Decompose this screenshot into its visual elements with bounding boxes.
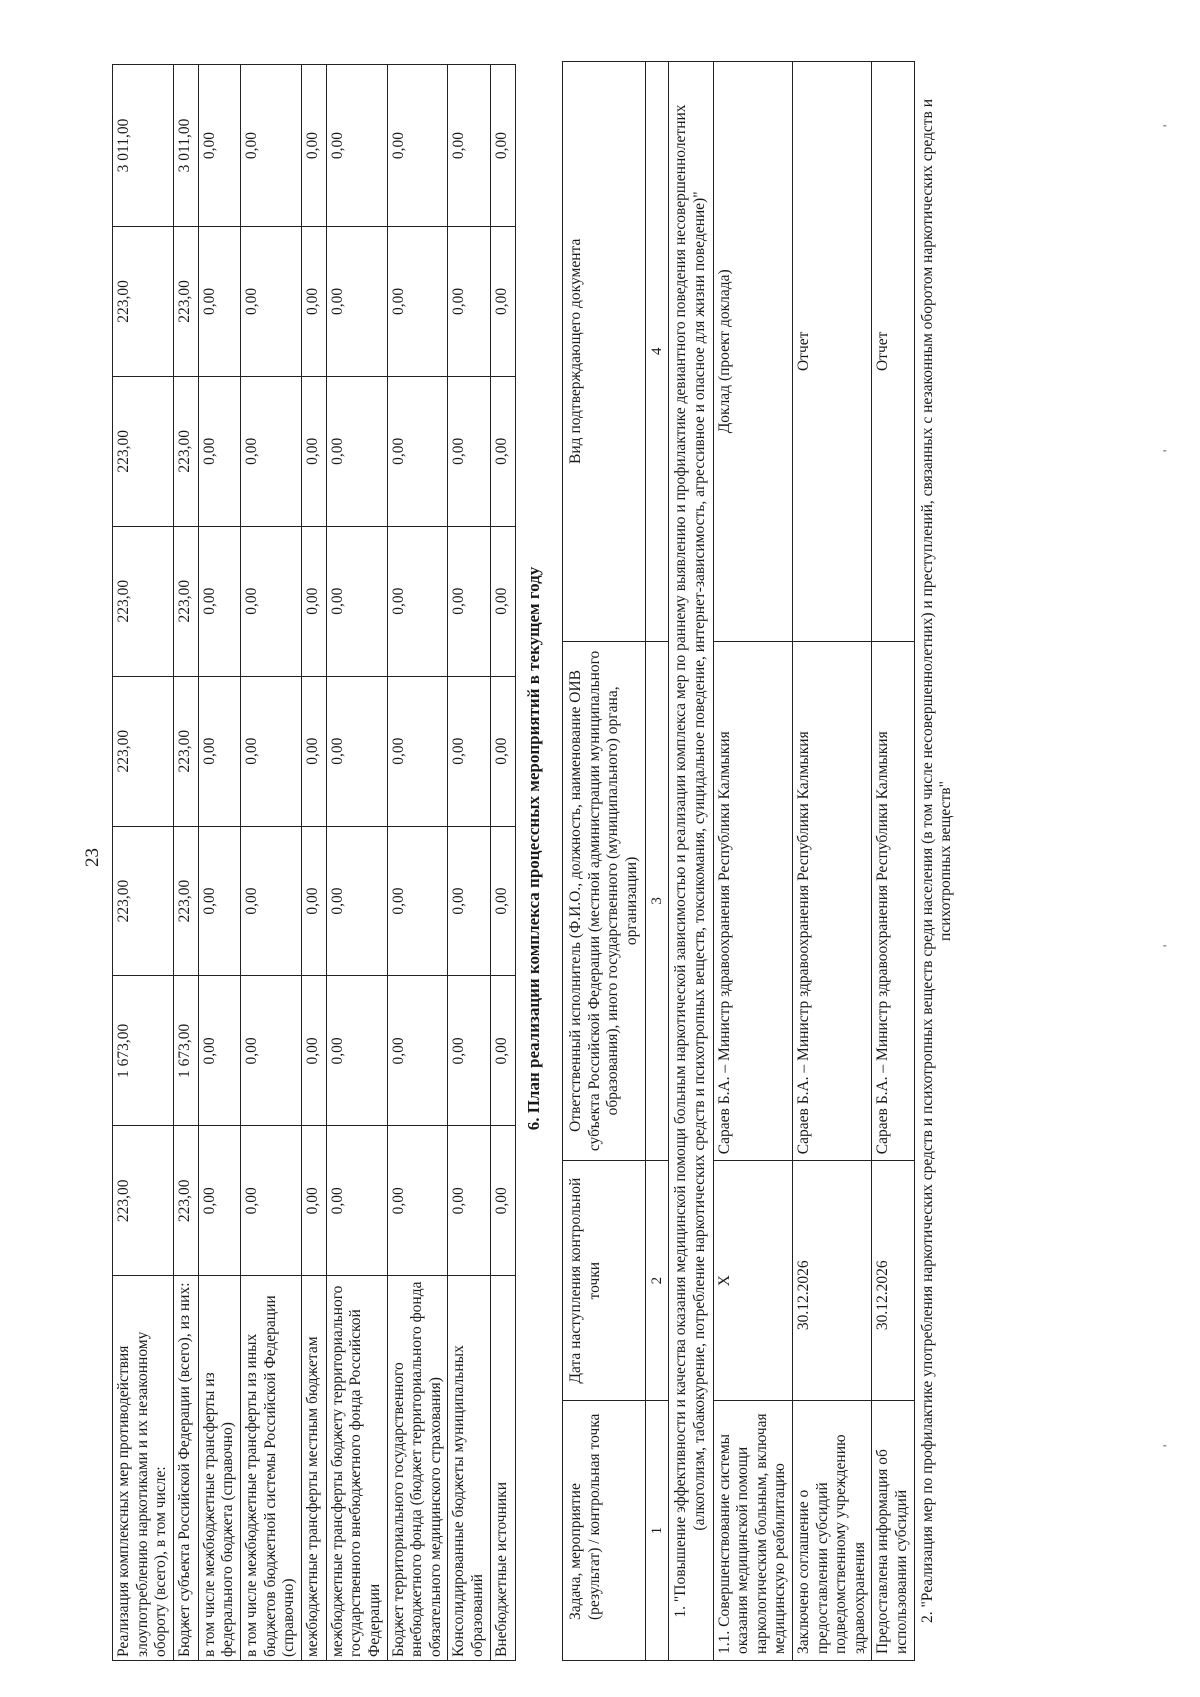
scan-speck: ' [1160, 449, 1175, 452]
row-item: Заключено соглашение о предоставлении субсидий подведомственному учреждению здравоохранения [792, 1401, 871, 1661]
funding-value: 0,00 [240, 376, 301, 526]
funding-value: 0,00 [301, 526, 326, 676]
funding-value: 0,00 [490, 65, 515, 227]
funding-value: 3 011,00 [173, 65, 198, 227]
funding-value: 0,00 [387, 65, 448, 227]
funding-value: 0,00 [301, 376, 326, 526]
column-number: 1 [646, 1401, 669, 1661]
task-2-text: 2. "Реализация мер по профилактике употребления наркотических средств и психотропных веществ среди населения (в том числе несовершеннолетних) и преступлений, связанных с незаконным оборотом наркотических средств и психотропных веществ" [918, 98, 955, 1624]
funding-value: 223,00 [113, 227, 174, 377]
scan-speck: ' [1160, 1444, 1175, 1447]
funding-value: 0,00 [490, 976, 515, 1126]
funding-value: 0,00 [198, 526, 240, 676]
column-number-row [646, 62, 669, 1661]
funding-value: 0,00 [448, 1126, 490, 1276]
funding-value: 0,00 [240, 976, 301, 1126]
funding-value: 0,00 [240, 676, 301, 826]
task-row [669, 62, 713, 1661]
funding-value: 1 673,00 [113, 976, 174, 1126]
funding-value: 223,00 [173, 1126, 198, 1276]
funding-value: 0,00 [198, 826, 240, 976]
funding-row-label: Бюджет субъекта Российской Федерации (всего), из них: [173, 1276, 198, 1661]
funding-value: 223,00 [173, 227, 198, 377]
funding-row-label: Реализация комплексных мер противодействия злоупотреблению наркотиками и их незаконному обороту (всего), в том числе: [113, 1276, 174, 1661]
funding-value: 223,00 [113, 826, 174, 976]
funding-value: 1 673,00 [173, 976, 198, 1126]
funding-value: 0,00 [387, 227, 448, 377]
funding-value: 0,00 [240, 526, 301, 676]
funding-value: 0,00 [387, 526, 448, 676]
funding-row-label: в том числе межбюджетные трансферты из федерального бюджета (справочно) [198, 1276, 240, 1661]
funding-row [490, 65, 515, 1661]
row-document: Отчет [792, 62, 871, 642]
plan-row [792, 62, 871, 1661]
scan-speck: ' [1160, 124, 1175, 127]
funding-value: 223,00 [173, 676, 198, 826]
scan-speck: ' [1160, 944, 1175, 947]
funding-value: 0,00 [326, 376, 387, 526]
plan-row [713, 62, 792, 1661]
row-document: Доклад (проект доклада) [713, 62, 792, 642]
plan-row [872, 62, 914, 1661]
funding-row-label: в том числе межбюджетные трансферты из иных бюджетов бюджетной системы Российской Федерации (справочно) [240, 1276, 301, 1661]
funding-row [448, 65, 490, 1661]
funding-value: 223,00 [173, 526, 198, 676]
funding-value: 0,00 [326, 227, 387, 377]
funding-value: 0,00 [301, 65, 326, 227]
funding-row [240, 65, 301, 1661]
funding-value: 0,00 [448, 676, 490, 826]
row-responsible: Сараев Б.А. – Министр здравоохранения Республики Калмыкия [872, 641, 914, 1161]
funding-value: 0,00 [326, 526, 387, 676]
funding-value: 223,00 [113, 676, 174, 826]
funding-value: 0,00 [240, 65, 301, 227]
header-document: Вид подтверждающего документа [563, 62, 646, 642]
funding-row [387, 65, 448, 1661]
funding-value: 0,00 [326, 676, 387, 826]
funding-value: 0,00 [198, 976, 240, 1126]
funding-value: 0,00 [301, 676, 326, 826]
funding-row-label: межбюджетные трансферты бюджету территориального государственного внебюджетного фонда Российской Федерации [326, 1276, 387, 1661]
funding-row-label: Внебюджетные источники [490, 1276, 515, 1661]
funding-value: 0,00 [448, 826, 490, 976]
funding-value: 0,00 [198, 676, 240, 826]
header-date: Дата наступления контрольной точки [563, 1161, 646, 1401]
funding-value: 0,00 [387, 826, 448, 976]
plan-header-row [563, 62, 646, 1661]
funding-value: 0,00 [326, 1126, 387, 1276]
funding-row [326, 65, 387, 1661]
row-date: 30.12.2026 [872, 1161, 914, 1401]
funding-row [173, 65, 198, 1661]
funding-value: 0,00 [301, 826, 326, 976]
funding-row [198, 65, 240, 1661]
funding-value: 223,00 [173, 376, 198, 526]
funding-value: 0,00 [448, 526, 490, 676]
header-task: Задача, мероприятие (результат) / контрольная точка [563, 1401, 646, 1661]
funding-value: 0,00 [490, 676, 515, 826]
funding-value: 0,00 [198, 376, 240, 526]
funding-value: 0,00 [198, 1126, 240, 1276]
funding-value: 0,00 [387, 1126, 448, 1276]
funding-row-label: Консолидированные бюджеты муниципальных образований [448, 1276, 490, 1661]
row-item: Предоставлена информация об использовании субсидий [872, 1401, 914, 1661]
funding-value: 0,00 [301, 976, 326, 1126]
funding-value: 0,00 [240, 227, 301, 377]
row-responsible: Сараев Б.А. – Министр здравоохранения Республики Калмыкия [713, 641, 792, 1161]
column-number: 4 [646, 62, 669, 642]
funding-table [112, 64, 516, 1661]
funding-value: 223,00 [173, 826, 198, 976]
funding-value: 0,00 [448, 976, 490, 1126]
funding-value: 0,00 [387, 976, 448, 1126]
row-date: X [713, 1161, 792, 1401]
page-number: 23 [82, 848, 103, 867]
funding-value: 223,00 [113, 526, 174, 676]
funding-row [301, 65, 326, 1661]
funding-value: 0,00 [301, 1126, 326, 1276]
funding-value: 0,00 [326, 826, 387, 976]
funding-row [113, 65, 174, 1661]
funding-value: 0,00 [198, 227, 240, 377]
header-responsible: Ответственный исполнитель (Ф.И.О., должность, наименование ОИВ субъекта Российской Федерации (местной администрации муниципального образования), иного государственного (муниципального) органа, организации) [563, 641, 646, 1161]
funding-value: 223,00 [113, 1126, 174, 1276]
funding-value: 0,00 [490, 526, 515, 676]
task-row [914, 62, 959, 1661]
row-responsible: Сараев Б.А. – Министр здравоохранения Республики Калмыкия [792, 641, 871, 1161]
funding-value: 0,00 [240, 1126, 301, 1276]
section-title: 6. План реализации комплекса процессных мероприятий в текущем году [524, 566, 543, 1131]
funding-value: 0,00 [387, 676, 448, 826]
funding-value: 0,00 [301, 227, 326, 377]
row-document: Отчет [872, 62, 914, 642]
funding-value: 0,00 [326, 976, 387, 1126]
funding-value: 0,00 [198, 65, 240, 227]
funding-row-label: Бюджет территориального государственного внебюджетного фонда (бюджет территориального фонда обязательного медицинского страхования) [387, 1276, 448, 1661]
funding-value: 0,00 [490, 1126, 515, 1276]
funding-value: 0,00 [490, 227, 515, 377]
funding-value: 0,00 [490, 376, 515, 526]
column-number: 2 [646, 1161, 669, 1401]
task-1-text: 1. "Повышение эффективности и качества оказания медицинской помощи больным наркотической зависимостью и реализации комплекса мер по раннему выявлению и профилактике девиантного поведения несовершеннолетних (алкоголизм, табакокурение, потребление наркотических средств и психотропных веществ, токсикомания, суицидальное поведение, интернет-зависимость, агрессивное и опасное для жизни поведение)" [669, 62, 713, 1661]
funding-value: 0,00 [326, 65, 387, 227]
funding-row-label: межбюджетные трансферты местным бюджетам [301, 1276, 326, 1661]
funding-value: 0,00 [240, 826, 301, 976]
funding-value: 0,00 [387, 376, 448, 526]
funding-value: 0,00 [448, 376, 490, 526]
funding-value: 223,00 [113, 376, 174, 526]
funding-value: 0,00 [448, 227, 490, 377]
column-number: 3 [646, 641, 669, 1161]
row-item: 1.1. Совершенствование системы оказания медицинской помощи наркологическим больным, включая медицинскую реабилитацию [713, 1401, 792, 1661]
funding-value: 3 011,00 [113, 65, 174, 227]
funding-value: 0,00 [490, 826, 515, 976]
row-date: 30.12.2026 [792, 1161, 871, 1401]
funding-value: 0,00 [448, 65, 490, 227]
plan-table [562, 61, 959, 1661]
